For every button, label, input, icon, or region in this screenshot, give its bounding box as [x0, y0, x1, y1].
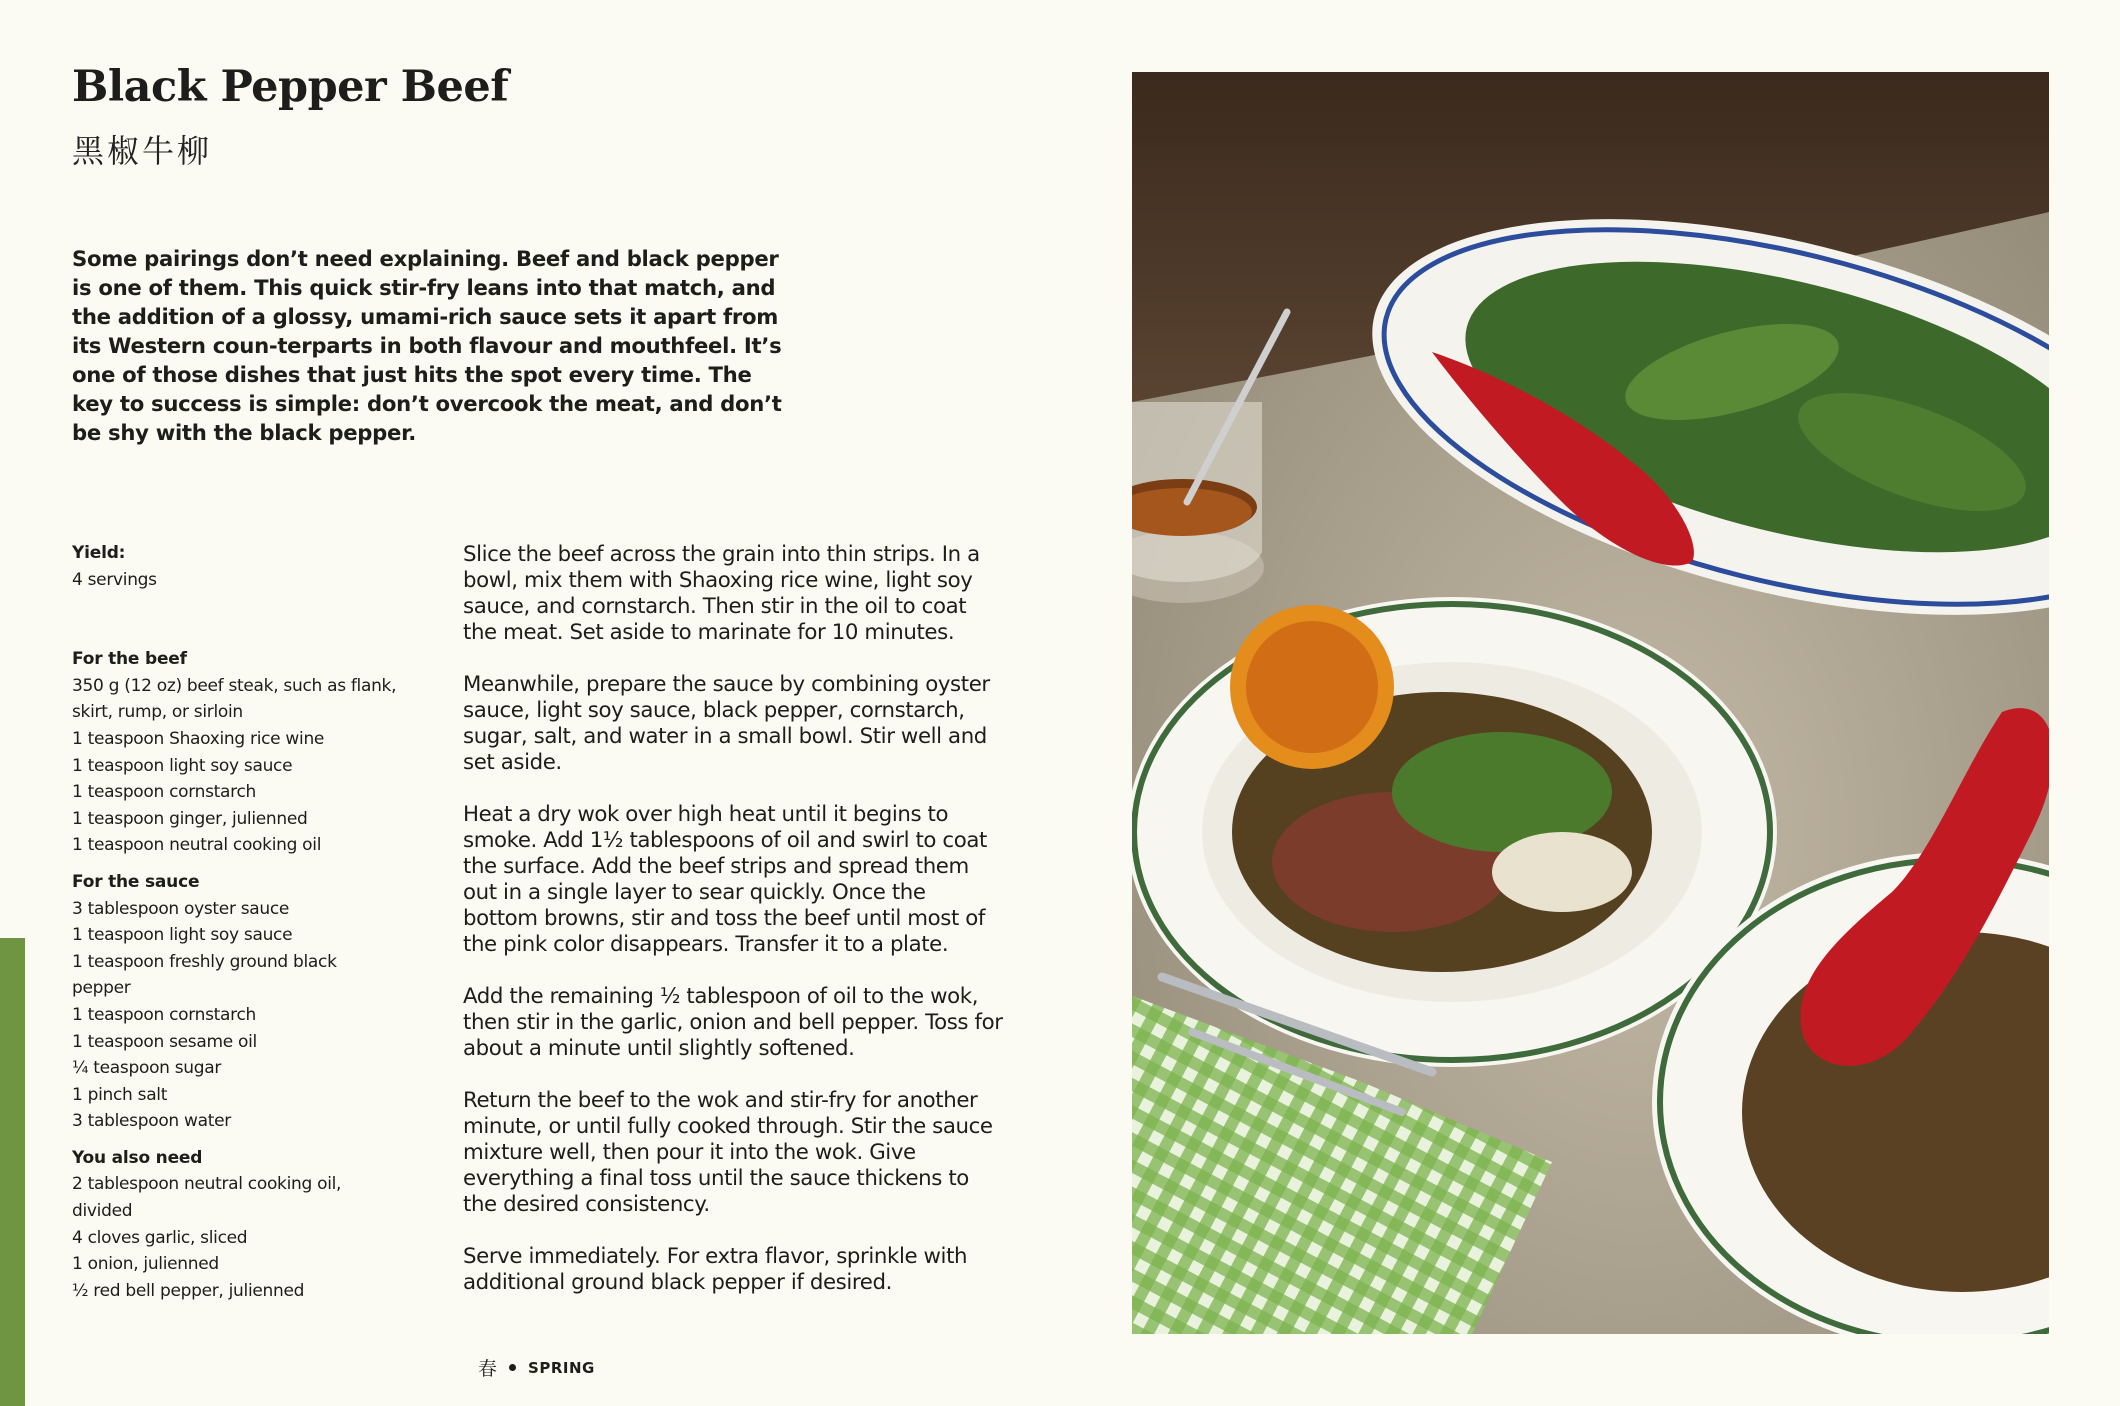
ingredient-group-heading: For the beef [72, 649, 187, 670]
ingredient-line: skirt, rump, or sirloin [72, 702, 243, 723]
ingredient-line: 1 teaspoon freshly ground black [72, 951, 337, 972]
ingredient-line: 1 teaspoon neutral cooking oil [72, 835, 322, 856]
yield-label: Yield: [72, 543, 126, 563]
ingredient-line: 1 teaspoon cornstarch [72, 1004, 256, 1025]
ingredient-line: ½ red bell pepper, julienned [72, 1280, 305, 1301]
ingredient-line: 1 teaspoon sesame oil [72, 1031, 257, 1052]
ingredient-line: divided [72, 1201, 133, 1222]
ingredient-line: 1 teaspoon light soy sauce [72, 925, 293, 946]
ingredient-group-extras [72, 1145, 402, 1305]
separator-dot [509, 1364, 516, 1371]
ingredient-line: 1 teaspoon light soy sauce [72, 755, 293, 776]
method-step: Serve immediately. For extra flavor, sprinkle with additional ground black pepper if desired. [463, 1244, 968, 1295]
ingredient-line: 1 pinch salt [72, 1084, 168, 1105]
ingredient-line: 350 g (12 oz) beef steak, such as flank, [72, 675, 397, 696]
page-edge-tab [0, 938, 25, 1406]
ingredient-group-beef [72, 646, 402, 859]
ingredient-group-sauce [72, 869, 402, 1135]
ingredient-group-heading: For the sauce [72, 871, 200, 892]
method-step: Heat a dry wok over high heat until it begins to smoke. Add 1½ tablespoons of oil and swirl to coat the surface. Add the beef strips and spread them out in a single layer to sear quickly. Once the bottom browns, stir and toss the beef until most of the pink color disappears. Transfer it to a plate. [463, 802, 987, 957]
dish-photo [1132, 72, 2049, 1334]
method-step: Meanwhile, prepare the sauce by combining oyster sauce, light soy sauce, black pepper, cornstarch, sugar, salt, and water in a small bowl. Stir well and set aside. [463, 672, 990, 775]
method-column [463, 542, 1003, 1322]
ingredients-column [72, 540, 402, 1304]
method-step: Add the remaining ½ tablespoon of oil to the wok, then stir in the garlic, onion and bell pepper. Toss for about a minute until slightly softened. [463, 984, 1003, 1061]
ingredient-group-heading: You also need [72, 1147, 203, 1168]
ingredient-line: 2 tablespoon neutral cooking oil, [72, 1174, 342, 1195]
yield-value: 4 servings [72, 569, 157, 590]
recipe-title-chinese: 黑椒牛柳 [72, 132, 213, 170]
ingredient-line: ¼ teaspoon sugar [72, 1058, 222, 1079]
ingredient-line: 1 teaspoon cornstarch [72, 782, 256, 803]
ingredient-line: 4 cloves garlic, sliced [72, 1227, 248, 1248]
ingredient-line: 3 tablespoon water [72, 1111, 231, 1132]
recipe-title: Black Pepper Beef [72, 62, 509, 112]
season-label: SPRING [528, 1358, 595, 1377]
method-step: Slice the beef across the grain into thin strips. In a bowl, mix them with Shaoxing rice wine, light soy sauce, and cornstarch. Then stir in the oil to coat the meat. Set aside to marinate for 10 minutes. [463, 542, 980, 645]
ingredient-line: pepper [72, 978, 131, 999]
method-step: Return the beef to the wok and stir-fry for another minute, or until fully cooked through. Stir the sauce mixture well, then pour it into the wok. Give everything a final toss until the sauce thickens to the desired consistency. [463, 1088, 993, 1217]
page-footer [478, 1354, 595, 1381]
ingredient-line: 1 teaspoon ginger, julienned [72, 808, 308, 829]
ingredient-line: 1 onion, julienned [72, 1254, 219, 1275]
recipe-intro: Some pairings don’t need explaining. Beef and black pepper is one of them. This quick stir-fry leans into that match, and the addition of a glossy, umami-rich sauce sets it apart from its Western coun-terparts in both flavour and mouthfeel. It’s one of those dishes that just hits the spot every time. The key to success is simple: don’t overcook the meat, and don’t be shy with the black pepper. [72, 246, 782, 445]
ingredient-line: 3 tablespoon oyster sauce [72, 898, 290, 919]
season-chinese: 春 [478, 1358, 498, 1380]
ingredient-line: 1 teaspoon Shaoxing rice wine [72, 728, 325, 749]
